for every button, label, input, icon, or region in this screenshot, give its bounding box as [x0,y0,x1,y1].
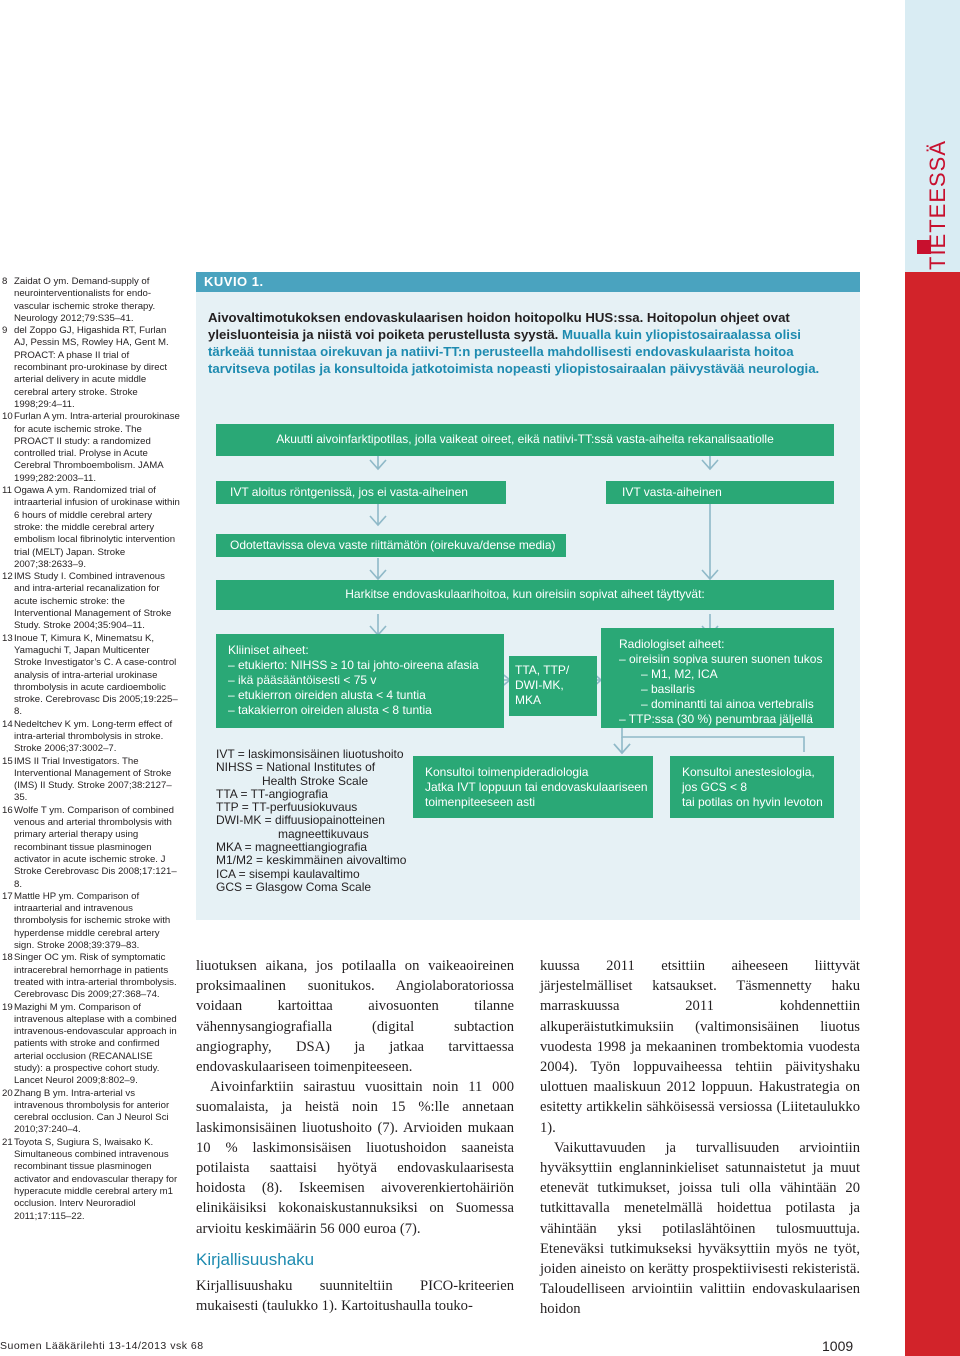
arrow-to-clinical [370,614,386,635]
figure-label: KUVIO 1. [204,274,264,289]
section-edge-accent [905,272,960,1356]
figure-label-bar [196,272,860,292]
abbreviation-item: GCS = Glasgow Coma Scale [216,879,372,894]
flow-box-consider: Harkitse endovaskulaarihoitoa, kun oireisiin sopivat aiheet täyttyvät: [216,580,834,610]
flow-box-patient: Akuutti aivoinfarktipotilas, jolla vaikeat oireet, eikä natiivi-TT:ssä vasta-aiheita rekanalisaatiolle [216,424,834,456]
arrow-contra-to-consider [702,504,718,579]
figure-caption-note: Muualla kuin yliopistosairaalassa olisi tärkeää tunnistaa oirekuvan ja natiivi-TT:n perusteella mahdollisesti endovaskulaarista hoitoa tarvitseva potilas ja konsultoida jatkotoimista nopeasti yliopistosairaalan päivystävää neurologia. [208,327,820,376]
reference-item [0,1002,180,1088]
radiology-item: – dominantti tai ainoa vertebralis [641,697,814,711]
reference-item [0,485,180,571]
radiology-item: – M1, M2, ICA [641,667,718,681]
body-paragraph: kuussa 2011 etsittiin aiheeseen liittyvät järjestelmälliset katsaukset. Täsmennetty haku marraskuussa 2011 kohdennettiin alkuperäistutkimuksiin (valtimonsisäinen liuotus vuodesta 1998 ja mekaaninen trombektomia vuodesta 2004). Työn loppuvaiheessa tehtiin päivityshaku ulottuen maaliskuun 2012 loppuun. Hakustrategia on esitetty artikkelin sähköisessä versiossa (Liitetaulukko 1). [540,958,860,1136]
reference-number: 15 [2,755,13,767]
abbreviation-item: IVT = laskimonsisäinen liuotushoito [216,747,404,761]
imaging-item: MKA [515,693,542,707]
reference-text: del Zoppo GJ, Higashida RT, Furlan AJ, Pessin MS, Rowley HA, Gent M. PROACT: A phase II trial of recombinant pro-urokinase by direct arterial delivery in acute middle cerebral artery stroke. Stroke 1998;29:4–11. [14,325,169,410]
arrow-to-consider [370,558,386,579]
abbreviation-item: TTP = TT-perfuusiokuvaus [216,800,358,815]
reference-item [0,325,180,411]
reference-list [0,276,180,1223]
flow-box-expected: Odotettavissa oleva vaste riittämätön (oirekuva/dense media) [216,534,566,557]
reference-item [0,952,180,1001]
reference-text: Mattle HP ym. Comparison of intraarterial and intravenous thrombolysis for ischemic stroke with hyperdense middle cerebral artery sign. Stroke 2008;39:379–83. [14,890,171,952]
flow-box-consult-anesthesia [670,756,834,818]
reference-text: Toyota S, Sugiura S, Iwaisako K. Simultaneous combined intravenous recombinant tissue plasminogen activator and endovascular therapy for hyperacute middle cerebral artery m1 occlusion. Interv Neuroradiol 2011;17:115–22. [14,1136,178,1222]
imaging-list [515,663,597,708]
flow-box-radiology [601,628,834,728]
abbreviation-item: ICA = sisempi kaulavaltimo [216,866,360,881]
body-column-1-lower [196,1276,514,1316]
section-tab-label: TIETEESSÄ [925,139,950,270]
body-paragraph: Kirjallisuushaku suunniteltiin PICO-kriteerien mukaisesti (taulukko 1). Kartoitushaulla touko- [196,1278,514,1315]
consult-line: tai potilas on hyvin levoton [682,795,823,809]
clinical-title: Kliiniset aiheet: [228,643,309,657]
section-tab [895,139,955,270]
abbreviation-item: M1/M2 = keskimmäinen aivovaltimo [216,853,407,868]
reference-number: 9 [2,325,8,337]
reference-number: 14 [2,718,13,730]
reference-number: 17 [2,890,13,902]
section-heading: Kirjallisuushaku [196,1250,315,1269]
reference-text: Nedeltchev K ym. Long-term effect of intra-arterial thrombolysis in stroke. Stroke 2006;37:3002–7. [14,718,173,755]
reference-text: Wolfe T ym. Comparison of combined venous and arterial thrombolysis with primary arterial therapy using recombinant tissue plasminogen activator in acute ischemic stroke. J Stroke Cerebrovasc Dis 2008;17:121–8. [14,804,177,890]
imaging-item: DWI-MK, [515,678,564,692]
consult-line: Jatka IVT loppuun tai endovaskulaariseen [425,780,648,794]
reference-item [0,571,180,632]
reference-text: Furlan A ym. Intra-arterial prourokinase for acute ischemic stroke. The PROACT II study: a randomized controlled trial. Prolyse in Acute Cerebral Thromboembolism. JAMA 1999;282:2003–11. [14,411,180,484]
reference-text: Mazighi M ym. Comparison of intravenous alteplase with a combined intravenous-endovascular approach in patients with stroke and confirmed arterial occlusion (RECANALISE study): a prospective cohort study. Lancet Neurol 2009;8:802–9. [14,1001,177,1087]
reference-number: 21 [2,1136,13,1148]
flow-box-clinical [216,634,504,728]
arrow-to-expected [370,504,386,525]
reference-item [0,633,180,719]
footer-journal: Suomen Lääkärilehti 13-14/2013 vsk 68 [0,1340,204,1352]
reference-text: IMS Study I. Combined intravenous and intra-arterial recanalization for acute ischemic stroke: the Interventional Management of Stroke Study. Stroke 2004;35:904–11. [14,571,172,632]
abbreviation-item: MKA = magneettiangiografia [216,840,368,855]
flow-box-ivt-start: IVT aloitus röntgenissä, jos ei vasta-aiheinen [216,481,506,504]
consult-anesthesia-text [682,765,834,810]
reference-text: Zhang B ym. Intra-arterial vs intravenous thrombolysis for anterior cerebral occlusion. Can J Neurol Sci 2010;37:240–4. [14,1087,170,1136]
reference-number: 19 [2,1001,13,1013]
reference-item [0,1088,180,1137]
abbreviation-item: DWI-MK = diffuusiopainotteinen [216,813,385,828]
reference-text: Singer OC ym. Risk of symptomatic intracerebral hemorrhage in patients treated with intra-arterial thrombolysis. Cerebrovasc Dis 2009;27:368–74. [14,952,177,1001]
reference-text: Ogawa A ym. Randomized trial of intraarterial infusion of urokinase within 6 hours of middle cerebral artery stroke: the middle cerebral artery embolism local fibrinolytic intervention trial (MELT) Japan. Stroke 2007;38:2633–9. [14,485,180,570]
clinical-item: – etukierron oireiden alusta < 4 tuntia [228,688,426,702]
consult-line: jos GCS < 8 [682,780,748,794]
flow-box-imaging [509,656,597,716]
consult-line: Konsultoi anestesiologia, [682,765,815,779]
radiology-list [619,652,834,727]
reference-number: 10 [2,411,13,423]
page-number: 1009 [822,1338,854,1354]
flow-box-consult-radiology [413,756,653,818]
abbreviation-item: magneettikuvaus [278,826,369,841]
abbreviation-item: TTA = TT-angiografia [216,786,328,801]
body-paragraph: Vaikuttavuuden ja turvallisuuden arviointiin hyväksyttiin englanninkieliset satunnaistetut ja muut etenevät tutkimukset, joissa tuli olla vähintään 20 tutkittavalla menetelmällä hoidettua potilasta ja vähintään yksi potilaslähtöinen tulosmuuttuja. Eteneväksi tutkimukseksi hyväksyttiin myös ne työt, joiden aineisto on kerätty prospektiivisesti rekisteristä. Taloudelliseen arviointiin valittiin endovaskulaarisen hoidon [540,1139,860,1318]
figure-caption-main: Aivovaltimotukoksen endovaskulaarisen hoidon hoitopolku HUS:ssa. Hoitopolun ohjeet ovat yleisluonteisia ja niistä voi poiketa perustellusta syystä. [208,310,790,342]
arrow-to-consult-radio [614,737,630,753]
reference-number: 18 [2,952,13,964]
reference-number: 13 [2,632,13,644]
reference-text: Inoue T, Kimura K, Minematsu K, Yamaguchi T, Japan Multicenter Stroke Investigator’s C. A case-control analysis of intra-arterial urokinase thrombolysis in acute cardioembolic stroke. Cerebrovasc Dis 2005;19:225–8. [14,632,178,718]
clinical-item: – ikä pääsääntöisesti < 75 v [228,673,377,687]
clinical-list [228,658,504,718]
abbreviation-list [216,748,406,894]
reference-item [0,719,180,756]
radiology-item: – oireisiin sopiva suuren suonen tukos [619,652,823,666]
abbreviation-item: NIHSS = National Institutes of [216,760,376,775]
abbreviation-item: Health Stroke Scale [262,773,369,788]
radiology-item: – basilaris [641,682,696,696]
reference-number: 16 [2,804,13,816]
reference-number: 8 [2,276,8,287]
body-column-2 [540,956,860,1320]
consult-line: Konsultoi toimenpideradiologia [425,765,589,779]
body-column-1 [196,956,514,1239]
consult-line: toimenpiteeseen asti [425,795,536,809]
reference-item [0,1137,180,1223]
clinical-item: – etukierto: NIHSS ≥ 10 tai johto-oireena afasia [228,658,479,672]
reference-number: 11 [2,485,12,497]
reference-text: IMS II Trial Investigators. The Interventional Management of Stroke (IMS) II Study. Stroke 2007;38:2127–35. [14,755,172,804]
body-paragraph: Aivoinfarktiin sairastuu vuosittain noin 11 000 suomalaista, ja heistä noin 15 %:lle annetaan laskimonsisäinen liuotushoito (7). Arvioiden mukaan 10 % laskimonsisäisen liuotushoidon saaneista potilaista saattaisi hyötyä endovaskulaarisesta hoidosta (8). Iskeemisen aivoverenkiertohäiriön elinikäisiksi kokonaiskustannuksiksi on Suomessa arvioitu keskimäärin 56 000 euroa (7). [196,1079,514,1237]
reference-number: 12 [2,571,13,583]
reference-item [0,756,180,805]
flow-box-ivt-contra: IVT vasta-aiheinen [606,481,834,504]
reference-item [0,891,180,952]
consult-radiology-text [425,765,653,810]
radiology-title: Radiologiset aiheet: [619,637,725,651]
reference-item [0,276,180,325]
imaging-item: TTA, TTP/ [515,663,570,677]
radiology-item: – TTP:ssa (30 %) penumbraa jäljellä [619,712,813,726]
reference-item [0,805,180,891]
reference-item [0,411,180,485]
reference-number: 20 [2,1087,13,1099]
body-paragraph: liuotuksen aikana, jos potilaalla on vaikeaoireinen proksimaalinen suonitukos. Angiolaboratoriossa voidaan kartoittaa aivosuonten tilanne vähennysangiografialla (digital subtaction angiography, DSA) ja jatkaa tarvittaessa endovaskulaariseen toimenpiteeseen. [196,958,514,1076]
clinical-item: – takakierron oireiden alusta < 8 tuntia [228,703,432,717]
reference-text: Zaidat O ym. Demand-supply of neurointerventionalists for endo-vascular ischemic stroke therapy. Neurology 2012;79:S35–41. [14,276,156,324]
